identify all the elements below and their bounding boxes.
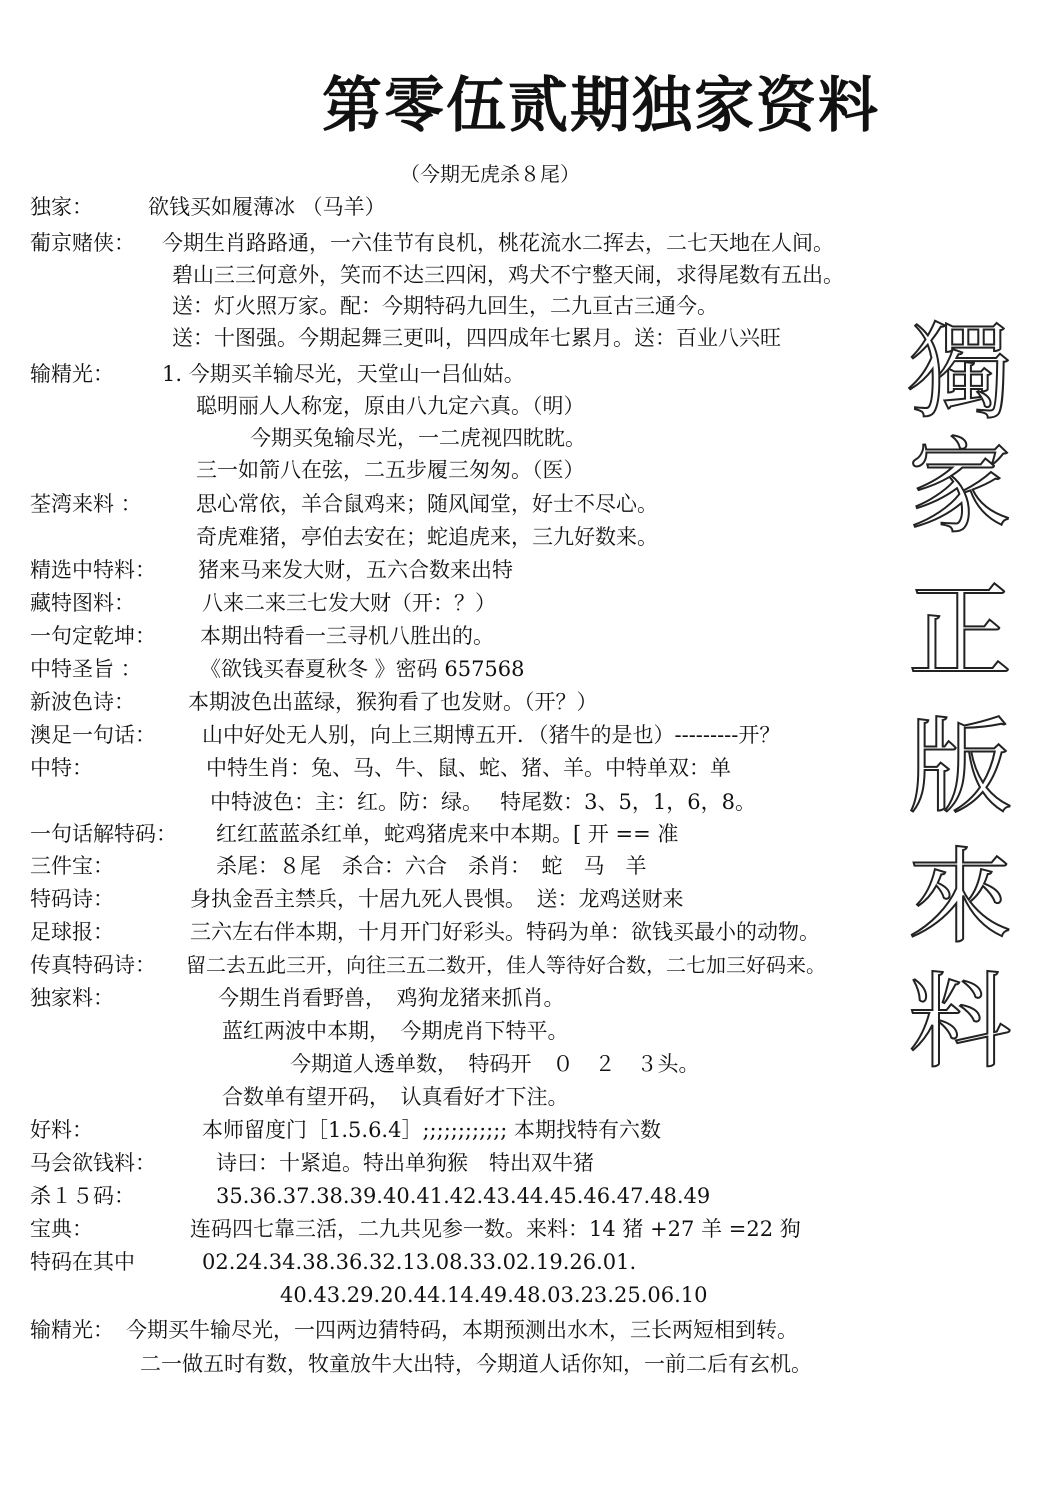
line-pujing-2: 碧山三三何意外，笑而不达三四闲，鸡犬不宁整天闹，求得尾数有五出。 xyxy=(172,263,844,287)
line-cangte: 八来二来三七发大财（开：？） xyxy=(202,591,496,615)
line-dujialiao-1: 今期生肖看野兽， 鸡狗龙猪来抓肖。 xyxy=(218,986,565,1010)
line-tema-1: 02.24.34.38.36.32.13.08.33.02.19.26.01. xyxy=(202,1250,637,1274)
label-shujing-2: 输精光： xyxy=(30,1318,114,1342)
line-zuqiu: 三六左右伴本期，十月开门好彩头。特码为单：欲钱买最小的动物。 xyxy=(190,920,820,944)
line-shujing-4: 三一如箭八在弦，二五步履三匆匆。（医） xyxy=(196,458,585,482)
line-pujing-3: 送：灯火照万家。配：今期特码九回生，二九亘古三通今。 xyxy=(172,294,718,318)
label-dujia: 独家： xyxy=(30,195,93,219)
line-shujing-3: 今期买兔输尽光，一二虎视四眈眈。 xyxy=(250,426,586,450)
stamp-char-6: 料 xyxy=(907,961,1012,1083)
stamp-char-4: 版 xyxy=(907,706,1012,828)
subtitle: （今期无虎杀８尾） xyxy=(400,162,580,186)
line-shujing-2: 聪明丽人人称宠，原由八九定六真。（明） xyxy=(196,394,585,418)
line-yijuhua: 红红蓝蓝杀红单，蛇鸡猪虎来中本期。[ 开 == 准 xyxy=(216,822,679,846)
stamp-char-1: 獨 xyxy=(907,311,1012,433)
line-temashi: 身执金吾主禁兵，十居九死人畏惧。 送：龙鸡送财来 xyxy=(190,887,684,911)
label-temashi: 特码诗： xyxy=(30,887,114,911)
line-quanwan-2: 奇虎难猪，亭伯去安在；蛇追虎来，三九好数来。 xyxy=(196,525,658,549)
line-shujing2-2: 二一做五时有数，牧童放牛大出特，今期道人话你知，一前二后有玄机。 xyxy=(140,1352,812,1376)
label-cangte: 藏特图料： xyxy=(30,591,135,615)
line-quanwan-1: 思心常依，羊合鼠鸡来；随风闻堂，好士不尽心。 xyxy=(196,492,658,516)
label-tema: 特码在其中 xyxy=(30,1250,135,1274)
line-baodian: 连码四七靠三活，二九共见参一数。来料：14 猪 +27 羊 =22 狗 xyxy=(190,1217,801,1241)
label-aozu: 澳足一句话： xyxy=(30,723,156,747)
label-sanjian: 三件宝： xyxy=(30,854,114,878)
label-baodian: 宝典： xyxy=(30,1217,93,1241)
label-shengzhi: 中特圣旨 ： xyxy=(30,657,142,681)
label-zhongte: 中特： xyxy=(30,756,93,780)
label-shujing-1: 输精光： xyxy=(30,362,114,386)
stamp-char-2: 家 xyxy=(907,426,1012,548)
line-dujialiao-2: 蓝红两波中本期， 今期虎肖下特平。 xyxy=(222,1019,569,1043)
line-shujing2-1: 今期买牛输尽光，一四两边猜特码，本期预测出水木，三长两短相到转。 xyxy=(126,1318,798,1342)
line-sha15: 35.36.37.38.39.40.41.42.43.44.45.46.47.48.49 xyxy=(216,1184,711,1208)
stamp-char-5: 來 xyxy=(907,836,1012,958)
line-pujing-1: 今期生肖路路通，一六佳节有良机，桃花流水二挥去，二七天地在人间。 xyxy=(162,231,834,255)
line-mahui: 诗曰：十紧追。特出单狗猴 特出双牛猪 xyxy=(216,1151,594,1175)
label-zuqiu: 足球报： xyxy=(30,920,114,944)
line-jingxuan: 猪来马来发大财，五六合数来出特 xyxy=(198,558,513,582)
line-sanjian: 杀尾：８尾 杀合：六合 杀肖： 蛇 马 羊 xyxy=(216,854,647,878)
page-title: 第零伍贰期独家资料 xyxy=(322,71,880,141)
line-zhongte-2: 中特波色：主：红。防：绿。 特尾数：3、5，1，6，8。 xyxy=(210,790,756,814)
line-yiju: 本期出特看一三寻机八胜出的。 xyxy=(200,624,494,648)
line-dujia: 欲钱买如履薄冰 （马羊） xyxy=(148,195,386,219)
label-pujing: 葡京赌侠： xyxy=(30,231,135,255)
label-jingxuan: 精选中特料： xyxy=(30,558,156,582)
label-dujialiao: 独家料： xyxy=(30,986,114,1010)
label-quanwan: 荃湾来料 ： xyxy=(30,492,142,516)
line-haoliao: 本师留度门［1.5.6.4］;;;;;;;;;;;; 本期找特有六数 xyxy=(202,1118,662,1142)
label-yijuhua: 一句话解特码： xyxy=(30,822,177,846)
line-zhongte-1: 中特生肖：兔、马、牛、鼠、蛇、猪、羊。中特单双：单 xyxy=(206,756,731,780)
line-shujing-1: 1. 今期买羊输尽光，天堂山一吕仙姑。 xyxy=(162,362,525,386)
line-tema-2: 40.43.29.20.44.14.49.48.03.23.25.06.10 xyxy=(280,1283,708,1307)
label-xinbo: 新波色诗： xyxy=(30,690,135,714)
line-aozu: 山中好处无人别，向上三期博五开．（猪牛的是也）---------开？ xyxy=(202,723,781,747)
line-dujialiao-4: 合数单有望开码， 认真看好才下注。 xyxy=(222,1085,569,1109)
label-chuanzhen: 传真特码诗： xyxy=(30,953,156,977)
stamp-char-3: 正 xyxy=(907,571,1012,693)
label-yiju: 一句定乾坤： xyxy=(30,624,156,648)
line-dujialiao-3: 今期道人透单数， 特码开 ０ ２ ３头。 xyxy=(290,1052,700,1076)
line-xinbo: 本期波色出蓝绿，猴狗看了也发财。（开？） xyxy=(188,690,598,714)
line-shengzhi: 《欲钱买春夏秋冬 》密码 657568 xyxy=(200,657,525,681)
label-sha15: 杀１５码： xyxy=(30,1184,135,1208)
line-chuanzhen: 留二去五此三开，向往三五二数开，佳人等待好合数，二七加三好码来。 xyxy=(186,953,826,977)
label-haoliao: 好料： xyxy=(30,1118,93,1142)
label-mahui: 马会欲钱料： xyxy=(30,1151,156,1175)
line-pujing-4: 送：十图强。今期起舞三更叫，四四成年七累月。送：百业八兴旺 xyxy=(172,326,781,350)
